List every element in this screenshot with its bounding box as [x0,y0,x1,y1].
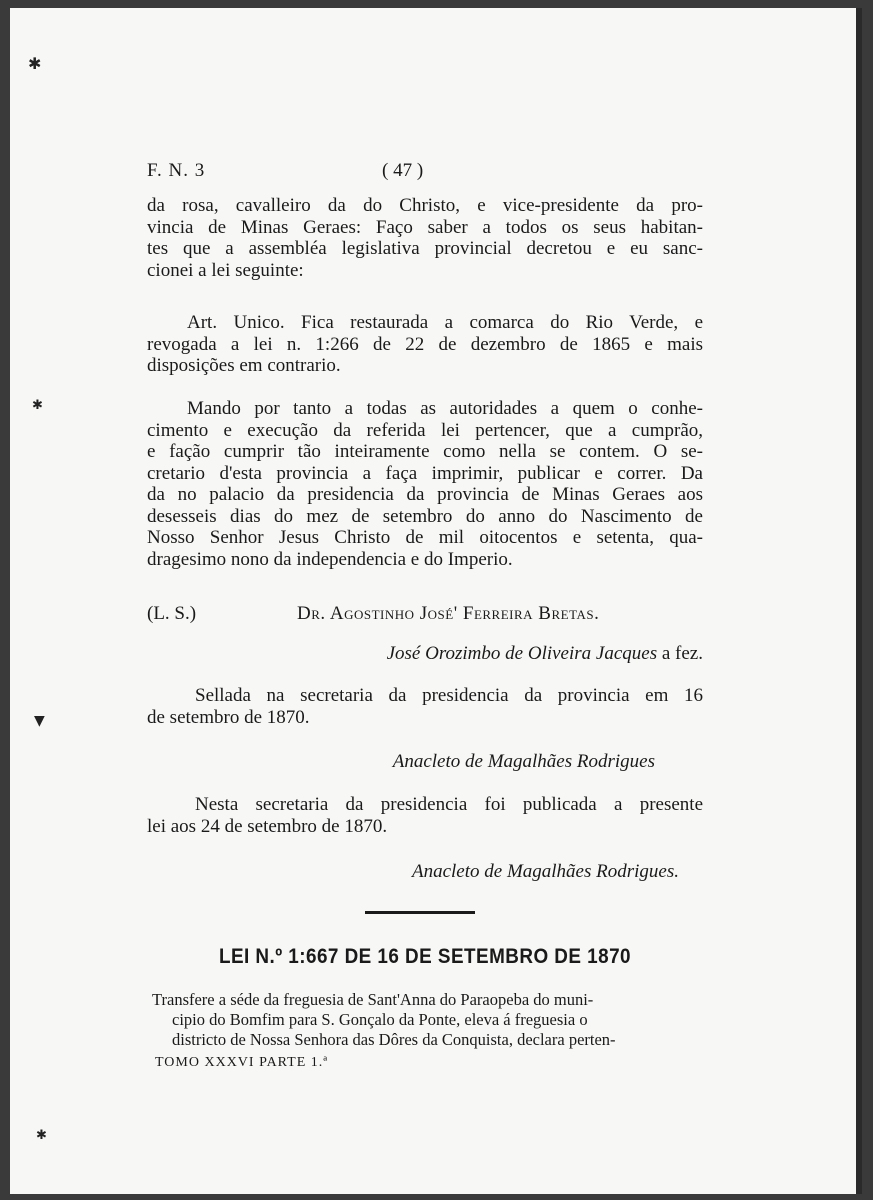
header-left: F. N. 3 [147,160,206,181]
text-line: cimento e execução da referida lei pertencer, que a cumprão, [147,419,703,441]
volume-footer: TOMO XXXVI PARTE 1.ª [155,1055,329,1070]
text-line: lei aos 24 de setembro de 1870. [147,815,388,837]
text-line: Sellada na secretaria da presidencia da provincia em 16 [195,685,703,706]
seal-line [147,603,703,625]
summary-line: Transfere a séde da freguesia de Sant'Anna do Paraopeba do muni- [152,990,594,1009]
paragraph-5 [147,794,703,837]
paragraph-2 [147,312,703,377]
signature-suffix: a fez. [661,643,703,664]
margin-mark: ✱ [32,398,43,413]
text-line: desesseis dias do mez de setembro do anno do Nascimento de [147,505,703,527]
text-line: vincia de Minas Geraes: Faço saber a todos os seus habitan- [147,216,703,238]
paragraph-4 [147,685,703,728]
text-line: Nesta secretaria da presidencia foi publicada a presente [195,794,703,815]
text-line: da rosa, cavalleiro da do Christo, e vice-presidente da pro- [147,195,703,216]
text-line: tes que a assembléa legislativa provincial decretou e eu sanc- [147,238,703,259]
signature-governor: Dr. Agostinho José' Ferreira Bretas. [297,603,600,624]
signature-publish-line [147,861,703,883]
paragraph-3 [147,398,703,570]
text-line: Nosso Senhor Jesus Christo de mil oitocentos e setenta, qua- [147,527,703,548]
text-line: Art. Unico. Fica restaurada a comarca do Rio Verde, e [187,312,703,333]
summary-line: cipio do Bomfim para S. Gonçalo da Ponte, eleva á freguesia o [172,1010,588,1029]
margin-mark: ✱ [36,1128,47,1143]
signature-stamp: Anacleto de Magalhães Rodrigues [392,751,655,772]
text-line: dragesimo nono da independencia e do Imperio. [147,548,513,570]
signature-stamp-line [147,751,703,773]
text-line: Mando por tanto a todas as autoridades a quem o conhe- [187,398,703,419]
text-line: revogada a lei n. 1:266 de 22 de dezembro de 1865 e mais [147,333,703,355]
text-line: disposições em contrario. [147,355,341,376]
law-summary [152,990,712,1050]
text-line: cionei a lei seguinte: [147,259,304,281]
signature-secretary: José Orozimbo de Oliveira Jacques [386,643,658,664]
law-title: LEI N.º 1:667 DE 16 DE SETEMBRO DE 1870 [218,945,632,968]
section-divider [365,911,475,914]
text-line: e fação cumprir tão inteiramente como nella se contem. O se- [147,441,703,462]
summary-line: districto de Nossa Senhora das Dôres da Conquista, declara perten- [172,1030,616,1049]
margin-mark: ✱ [28,54,42,73]
text-line: da no palacio da presidencia da provincia de Minas Geraes aos [147,484,703,505]
signature-publish: Anacleto de Magalhães Rodrigues. [411,861,679,882]
seal-mark: (L. S.) [147,603,197,624]
text-line: de setembro de 1870. [147,706,310,728]
text-line: cretario d'esta provincia a faça imprimir, publicar e correr. Da [147,462,703,484]
page-header [147,160,707,186]
signature-secretary-line [147,643,703,665]
margin-mark: ▼ [34,713,45,729]
page-number: ( 47 ) [382,160,424,181]
paragraph-1 [147,195,703,281]
